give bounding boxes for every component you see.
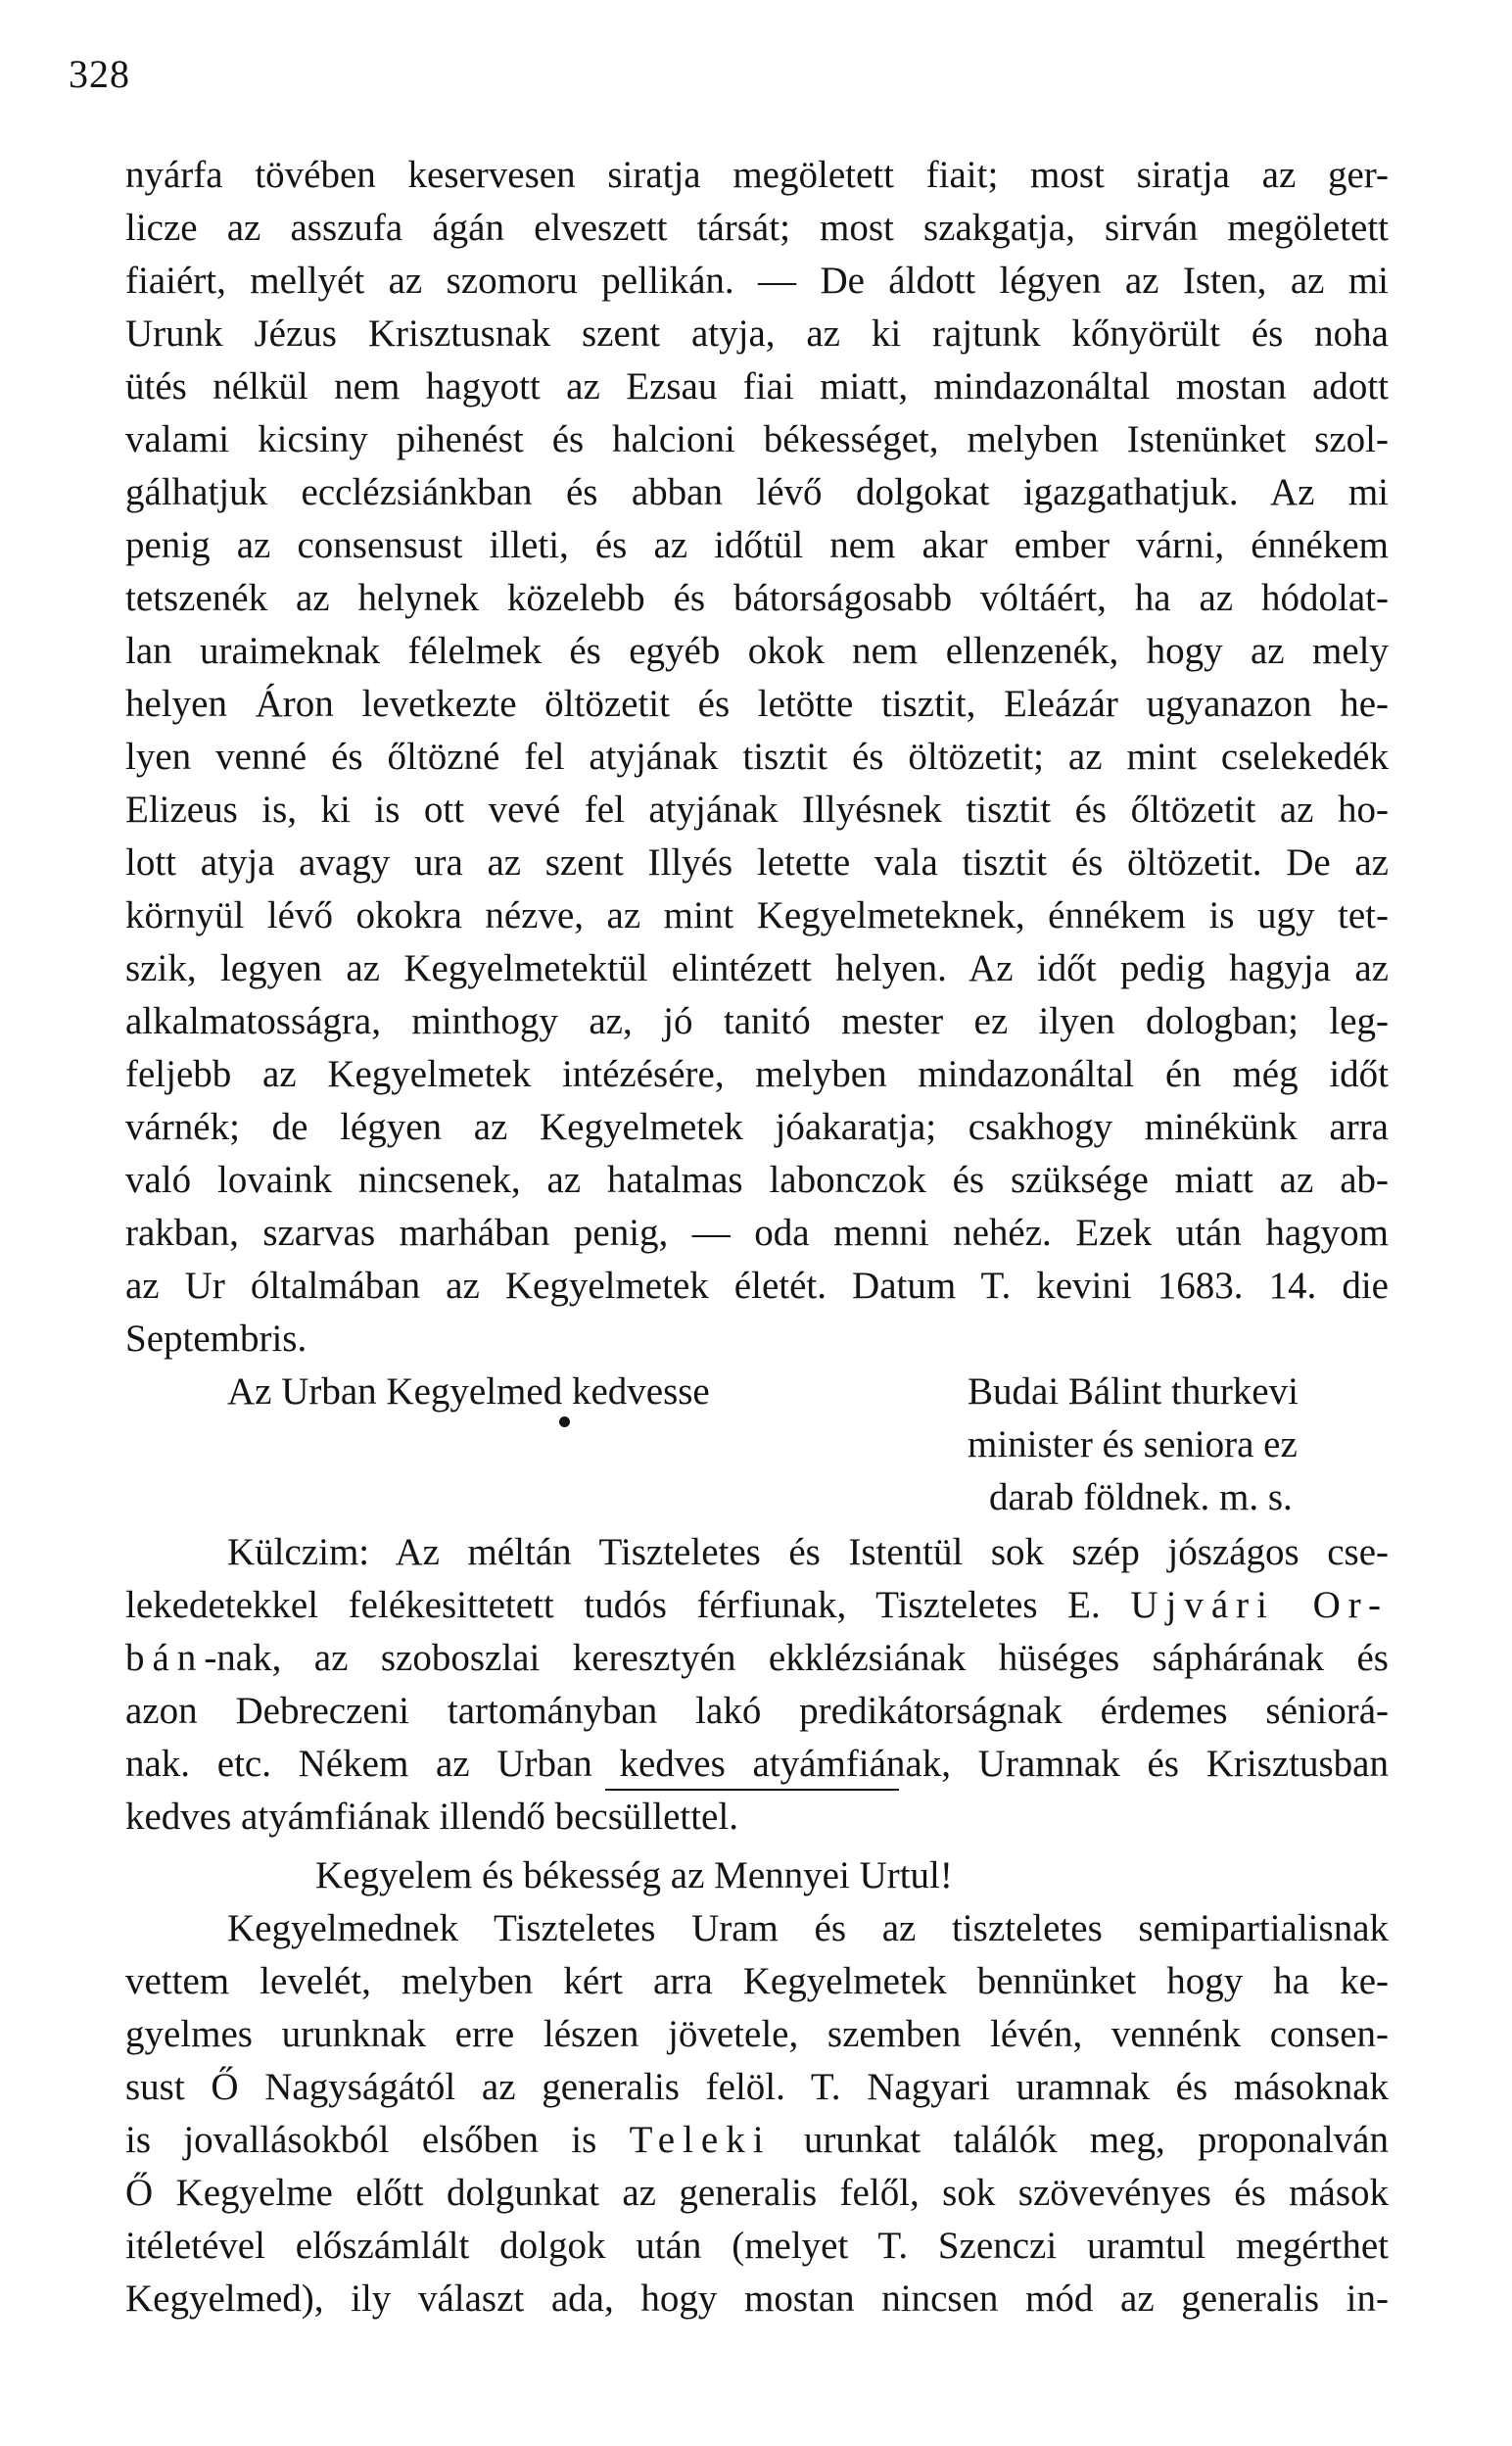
text-line: Elizeus is, ki is ott vevé fel atyjának Illyésnek tisztit és őltözetit az ho-: [125, 789, 1389, 831]
page-number: 328: [69, 52, 130, 96]
text-line: sust Ő Nagyságától az generalis felöl. T. Nagyari uramnak és másoknak: [125, 2066, 1389, 2108]
text-line: lan uraimeknak félelmek és egyéb okok nem ellenzenék, hogy az mely: [125, 630, 1389, 672]
letter-heading: Kegyelem és békesség az Mennyei Urtul!: [315, 1854, 953, 1896]
section-divider: [605, 1789, 899, 1791]
text-line: Ő Kegyelme előtt dolgunkat az generalis felől, sok szövevényes és mások: [125, 2172, 1389, 2214]
text-line: az Ur óltalmában az Kegyelmetek életét. Datum T. kevini 1683. 14. die: [125, 1265, 1389, 1307]
address-line: [125, 1632, 1389, 1685]
address-line: azon Debreczeni tartományban lakó predikátorságnak érdemes séniorá-: [125, 1690, 1389, 1732]
text-fragment: is jovallásokból elsőben is: [125, 2119, 597, 2161]
address-line: kedves atyámfiának illendő becsüllettel.: [125, 1796, 738, 1838]
address-text: -nak, az szoboszlai keresztyén ekklézsiának hüséges sáphárának és: [204, 1637, 1389, 1679]
name-spaced: Teleki: [629, 2119, 772, 2161]
text-line: vettem levelét, melyben kért arra Kegyelmetek bennünket hogy ha ke-: [125, 1960, 1389, 2002]
text-line: helyen Áron levetkezte öltözetit és letötte tisztit, Eleázár ugyanazon he-: [125, 683, 1389, 725]
address-name-spaced: Ujvári Or-: [1130, 1584, 1389, 1626]
text-line: szik, legyen az Kegyelmetektül elintézett helyen. Az időt pedig hagyja az: [125, 947, 1389, 989]
signature-right-line: darab földnek. m. s.: [989, 1476, 1293, 1518]
address-line: [227, 1526, 1389, 1579]
signature-right-line: Budai Bálint thurkevi: [968, 1370, 1299, 1413]
text-line: licze az asszufa ágán elveszett társát; most szakgatja, sirván megöletett: [125, 207, 1389, 249]
text-line: ütés nélkül nem hagyott az Ezsau fiai miatt, mindazonáltal mostan adott: [125, 365, 1389, 408]
text-line: fiaiért, mellyét az szomoru pellikán. — De áldott légyen az Isten, az mi: [125, 260, 1389, 302]
signature-left: Az Urban Kegyelmed kedvesse: [227, 1370, 710, 1413]
text-line: gálhatjuk ecclézsiánkban és abban lévő dolgokat igazgathatjuk. Az mi: [125, 471, 1389, 513]
text-line: itéletével előszámlált dolgok után (melyet T. Szenczi uramtul megérthet: [125, 2225, 1389, 2267]
text-fragment: urunkat találók meg, proponalván: [803, 2119, 1389, 2161]
address-line: nak. etc. Nékem az Urban kedves atyámfiának, Uramnak és Krisztusban: [125, 1743, 1389, 1785]
address-line: [125, 1579, 1389, 1632]
text-line: gyelmes urunknak erre lészen jövetele, szemben lévén, vennénk consen-: [125, 2013, 1389, 2055]
text-line: Septembris.: [125, 1318, 307, 1360]
text-line: Kegyelmednek Tiszteletes Uram és az tiszteletes semipartialisnak: [227, 1907, 1389, 1949]
address-text: lekedetekkel felékesittetett tudós férfiunak, Tiszteletes E.: [125, 1584, 1101, 1626]
text-line: tetszenék az helynek közelebb és bátorságosabb vóltáért, ha az hódolat-: [125, 577, 1389, 619]
text-line: Urunk Jézus Krisztusnak szent atyja, az ki rajtunk kőnyörült és noha: [125, 312, 1389, 355]
text-line: alkalmatosságra, minthogy az, jó tanitó mester ez ilyen dologban; leg-: [125, 1000, 1389, 1042]
text-line: [125, 2114, 1389, 2167]
text-line: környül lévő okokra nézve, az mint Kegyelmeteknek, énnékem is ugy tet-: [125, 894, 1389, 936]
text-line: feljebb az Kegyelmetek intézésére, melyben mindazonáltal én még időt: [125, 1053, 1389, 1095]
text-line: várnék; de légyen az Kegyelmetek jóakaratja; csakhogy minékünk arra: [125, 1106, 1389, 1148]
address-label: Külczim:: [227, 1531, 370, 1573]
text-line: nyárfa tövében keservesen siratja megöletett fiait; most siratja az ger-: [125, 154, 1389, 196]
ink-dot: [559, 1416, 570, 1427]
text-line: való lovaink nincsenek, az hatalmas labonczok és szüksége miatt az ab-: [125, 1159, 1389, 1201]
address-text: Az méltán Tiszteletes és Istentül sok szép jószágos cse-: [395, 1531, 1389, 1573]
signature-right-line: minister és seniora ez: [968, 1423, 1298, 1465]
text-line: lyen venné és őltözné fel atyjának tisztit és öltözetit; az mint cselekedék: [125, 736, 1389, 778]
text-line: valami kicsiny pihenést és halcioni békességet, melyben Istenünket szol-: [125, 418, 1389, 460]
text-line: Kegyelmed), ily választ ada, hogy mostan nincsen mód az generalis in-: [125, 2278, 1389, 2320]
text-line: rakban, szarvas marhában penig, — oda menni nehéz. Ezek után hagyom: [125, 1212, 1389, 1254]
text-line: lott atyja avagy ura az szent Illyés letette vala tisztit és öltözetit. De az: [125, 841, 1389, 884]
address-name-spaced: bán: [125, 1637, 205, 1679]
text-line: penig az consensust illeti, és az időtül nem akar ember várni, énnékem: [125, 524, 1389, 566]
